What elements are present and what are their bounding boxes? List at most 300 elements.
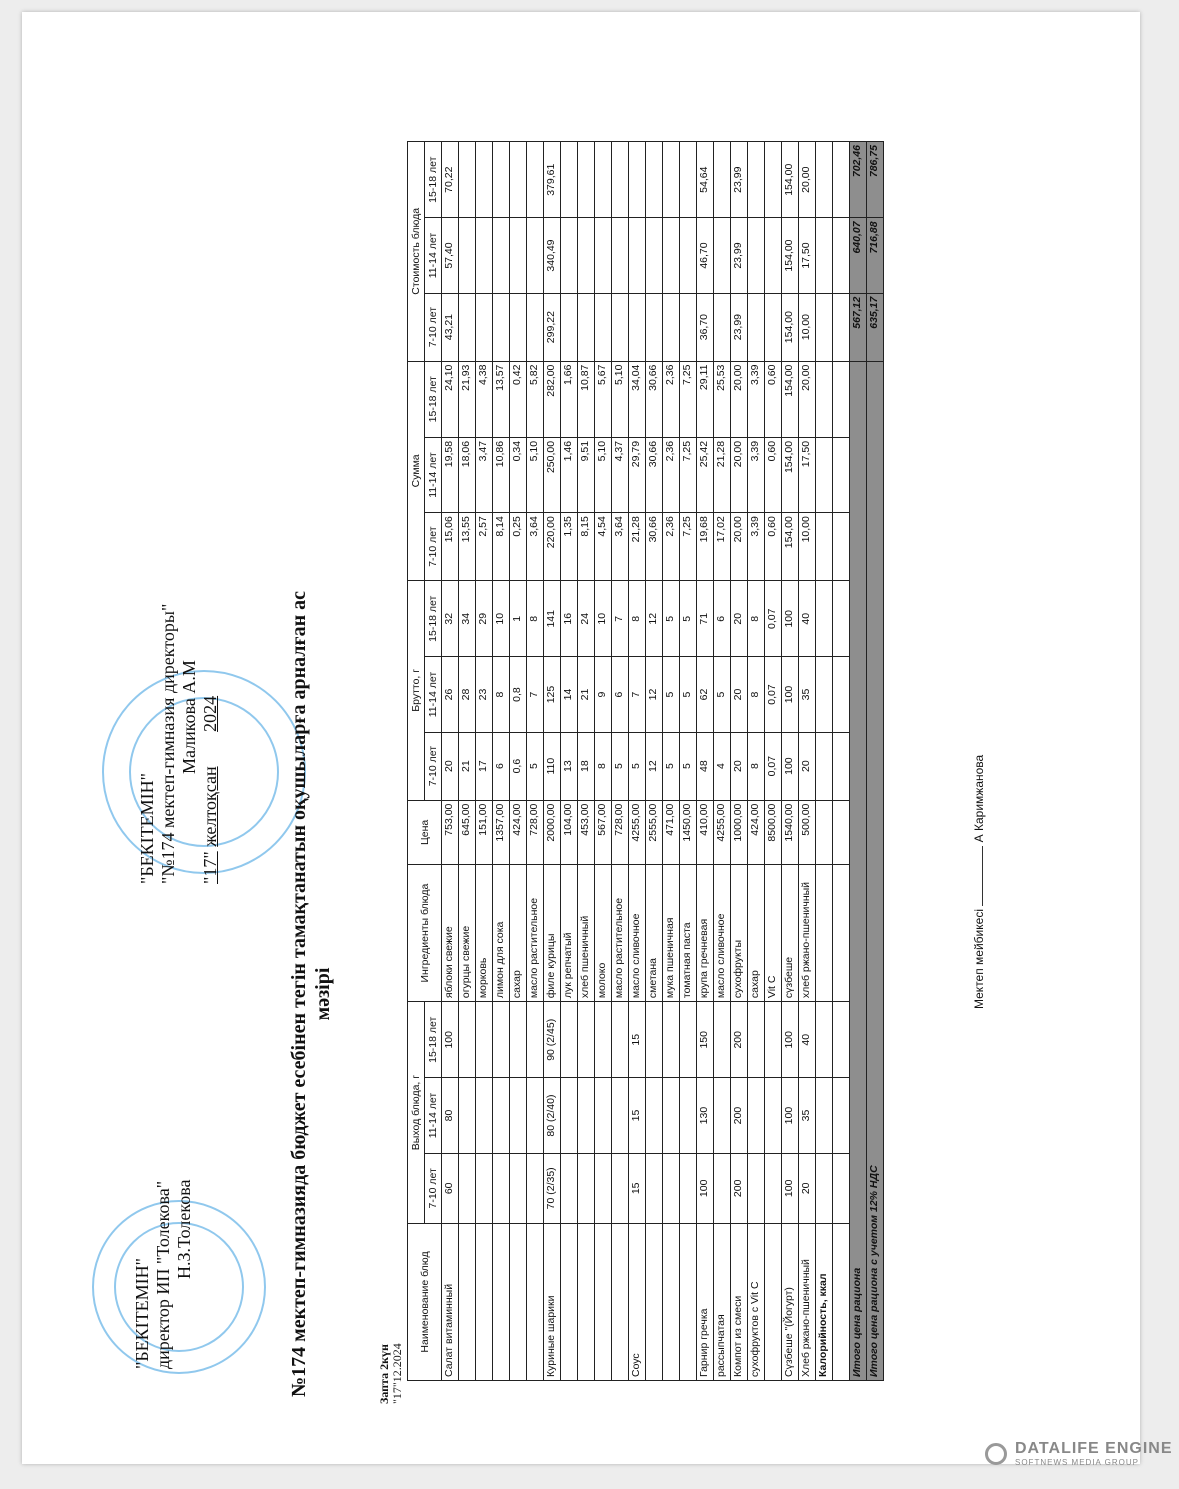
output-cell: 200: [731, 1078, 748, 1153]
ingredient-cell: молоко: [595, 865, 612, 1002]
dish-cell: Гарнир гречка: [697, 1224, 714, 1381]
footer-label: Мектеп мейбикесі: [972, 909, 986, 1009]
empty-cell: [833, 1078, 850, 1153]
cost-cell: 10,00: [799, 293, 816, 361]
total-label: Итого цена рациона с учетом 12% НДС: [867, 361, 884, 1380]
ingredient-cell: сахар: [748, 865, 765, 1002]
dish-cell: [578, 1224, 595, 1381]
output-cell: [561, 1153, 578, 1223]
sum-cell: 5,67: [595, 361, 612, 437]
sum-cell: 154,00: [782, 437, 799, 512]
header-sum: Сумма: [408, 361, 425, 581]
sum-cell: 29,11: [697, 361, 714, 437]
output-cell: 15: [629, 1153, 646, 1223]
output-cell: 40: [799, 1002, 816, 1078]
table-row: [510, 142, 527, 1381]
cost-cell: [629, 142, 646, 218]
dish-cell: [680, 1224, 697, 1381]
ingredient-cell: масло сливочное: [629, 865, 646, 1002]
total-row: [850, 142, 867, 1381]
empty-cell: [833, 865, 850, 1002]
brutto-cell: 28: [459, 657, 476, 732]
output-cell: [578, 1153, 595, 1223]
empty-cell: [833, 800, 850, 865]
price-cell: 1450,00: [680, 800, 697, 865]
cost-cell: [493, 142, 510, 218]
brutto-cell: 12: [646, 657, 663, 732]
price-cell: 8500,00: [765, 800, 782, 865]
brutto-cell: 5: [680, 581, 697, 657]
header-age: 15-18 лет: [425, 1002, 442, 1078]
brutto-cell: 24: [578, 581, 595, 657]
cost-cell: [510, 218, 527, 293]
sum-cell: 29,79: [629, 437, 646, 512]
header-age: 11-14 лет: [425, 1078, 442, 1153]
sum-cell: 17,50: [799, 437, 816, 512]
output-cell: 90 (2/45): [544, 1002, 561, 1078]
cost-cell: [663, 293, 680, 361]
header-brutto: Брутто, г: [408, 581, 425, 801]
empty-cell: [816, 1002, 833, 1078]
approval-year: 2024: [200, 695, 220, 732]
output-cell: [493, 1078, 510, 1153]
cost-cell: 154,00: [782, 218, 799, 293]
brutto-cell: 12: [646, 732, 663, 800]
output-cell: [612, 1153, 629, 1223]
header-age: 7-10 лет: [425, 732, 442, 800]
menu-table: [407, 141, 884, 1381]
price-cell: 567,00: [595, 800, 612, 865]
menu-date: "17"12.2024: [390, 1343, 404, 1404]
brutto-cell: 6: [493, 732, 510, 800]
sum-cell: 5,10: [595, 437, 612, 512]
brutto-cell: 110: [544, 732, 561, 800]
sum-cell: 20,00: [731, 437, 748, 512]
empty-cell: [816, 361, 833, 437]
brutto-cell: 10: [493, 581, 510, 657]
approval-day: "17": [200, 851, 220, 884]
sum-cell: 30,66: [646, 513, 663, 581]
brutto-cell: 4: [714, 732, 731, 800]
cost-cell: [476, 218, 493, 293]
ingredient-cell: хлеб пшеничный: [578, 865, 595, 1002]
header-age: 11-14 лет: [425, 218, 442, 293]
table-row: [629, 142, 646, 1381]
price-cell: 4255,00: [714, 800, 731, 865]
sum-cell: 3,39: [748, 437, 765, 512]
brutto-cell: 21: [459, 732, 476, 800]
approval-left-name: Н.З.Толекова: [174, 1179, 194, 1279]
ingredient-cell: томатная паста: [680, 865, 697, 1002]
header-age: 15-18 лет: [425, 581, 442, 657]
brutto-cell: 20: [731, 732, 748, 800]
brutto-cell: 21: [578, 657, 595, 732]
sum-cell: 30,66: [646, 361, 663, 437]
empty-cell: [816, 732, 833, 800]
approval-block-left: [132, 1180, 195, 1369]
watermark-title: DATALIFE ENGINE: [1015, 1440, 1173, 1457]
brutto-cell: 20: [799, 732, 816, 800]
dish-cell: Компот из смеси: [731, 1224, 748, 1381]
brutto-cell: 35: [799, 657, 816, 732]
sum-cell: 2,36: [663, 437, 680, 512]
brutto-cell: 32: [442, 581, 459, 657]
dish-cell: [595, 1224, 612, 1381]
cost-cell: [646, 218, 663, 293]
cost-cell: [748, 293, 765, 361]
brutto-cell: 29: [476, 581, 493, 657]
sum-cell: 8,15: [578, 513, 595, 581]
ingredient-cell: сүзбеше: [782, 865, 799, 1002]
cost-cell: [527, 218, 544, 293]
output-cell: [765, 1078, 782, 1153]
cost-cell: [612, 142, 629, 218]
sum-cell: 1,35: [561, 513, 578, 581]
cost-cell: [595, 293, 612, 361]
sum-cell: 13,55: [459, 513, 476, 581]
header-output: Выход блюда, г: [408, 1002, 425, 1224]
cost-cell: 154,00: [782, 142, 799, 218]
ingredient-cell: морковь: [476, 865, 493, 1002]
brutto-cell: 48: [697, 732, 714, 800]
output-cell: [680, 1002, 697, 1078]
empty-cell: [833, 1002, 850, 1078]
header-age: 15-18 лет: [425, 361, 442, 437]
brutto-cell: 141: [544, 581, 561, 657]
sum-cell: 250,00: [544, 437, 561, 512]
cost-cell: [629, 218, 646, 293]
output-cell: [646, 1153, 663, 1223]
brutto-cell: 5: [527, 732, 544, 800]
brutto-cell: 8: [629, 581, 646, 657]
brutto-cell: 23: [476, 657, 493, 732]
brutto-cell: 12: [646, 581, 663, 657]
output-cell: [748, 1078, 765, 1153]
brutto-cell: 9: [595, 657, 612, 732]
header-age: 7-10 лет: [425, 293, 442, 361]
output-cell: 80 (2/40): [544, 1078, 561, 1153]
price-cell: 753,00: [442, 800, 459, 865]
price-cell: 104,00: [561, 800, 578, 865]
table-row: [442, 142, 459, 1381]
sum-cell: 3,39: [748, 513, 765, 581]
brutto-cell: 125: [544, 657, 561, 732]
sum-cell: 0,60: [765, 437, 782, 512]
sum-cell: 9,51: [578, 437, 595, 512]
calories-row: [816, 142, 833, 1381]
empty-cell: [816, 1078, 833, 1153]
cost-cell: [476, 142, 493, 218]
cost-cell: [680, 142, 697, 218]
sum-cell: 7,25: [680, 513, 697, 581]
ingredient-cell: сухофрукты: [731, 865, 748, 1002]
dish-cell: сухофруктов с Vit C: [748, 1224, 765, 1381]
sum-cell: 2,36: [663, 513, 680, 581]
cost-cell: [510, 142, 527, 218]
cost-cell: [680, 293, 697, 361]
sum-cell: 0,60: [765, 513, 782, 581]
total-label: Итого цена рациона: [850, 361, 867, 1380]
dish-cell: [646, 1224, 663, 1381]
output-cell: 35: [799, 1078, 816, 1153]
ingredient-cell: масло сливочное: [714, 865, 731, 1002]
table-row: [612, 142, 629, 1381]
brutto-cell: 20: [731, 657, 748, 732]
watermark: [985, 1440, 1173, 1467]
dish-cell: [663, 1224, 680, 1381]
dish-cell: [612, 1224, 629, 1381]
ingredient-cell: огурцы свежие: [459, 865, 476, 1002]
total-cost-cell: 702,46: [850, 142, 867, 218]
ingredient-cell: крупа гречневая: [697, 865, 714, 1002]
cost-cell: [510, 293, 527, 361]
brutto-cell: 100: [782, 732, 799, 800]
cost-cell: [765, 293, 782, 361]
sum-cell: 25,42: [697, 437, 714, 512]
output-cell: [527, 1002, 544, 1078]
sum-cell: 5,82: [527, 361, 544, 437]
price-cell: 410,00: [697, 800, 714, 865]
output-cell: [765, 1002, 782, 1078]
header-age: 7-10 лет: [425, 513, 442, 581]
table-row: [527, 142, 544, 1381]
output-cell: [765, 1153, 782, 1223]
calories-label: Калорийность, ккал: [816, 1224, 833, 1381]
sum-cell: 4,38: [476, 361, 493, 437]
sum-cell: 7,25: [680, 361, 697, 437]
total-cost-cell: 635,17: [867, 293, 884, 361]
header-cost: Стоимость блюда: [408, 142, 425, 362]
table-row: [680, 142, 697, 1381]
table-row: [578, 142, 595, 1381]
cost-cell: [493, 218, 510, 293]
sum-cell: 19,68: [697, 513, 714, 581]
brutto-cell: 5: [680, 657, 697, 732]
price-cell: 2000,00: [544, 800, 561, 865]
output-cell: 15: [629, 1078, 646, 1153]
cost-cell: [765, 218, 782, 293]
cost-cell: [612, 218, 629, 293]
header-ingredients: Ингредиенты блюда: [408, 865, 442, 1002]
output-cell: [595, 1153, 612, 1223]
output-cell: [646, 1002, 663, 1078]
cost-cell: [476, 293, 493, 361]
table-row: [799, 142, 816, 1381]
empty-cell: [816, 657, 833, 732]
sum-cell: 0,60: [765, 361, 782, 437]
empty-cell: [833, 1153, 850, 1223]
output-cell: [459, 1078, 476, 1153]
page-title: №174 мектеп-гимназияда бюджет есебінен тегін тамақтанатын оқушыларға арналған ас мәзірі: [288, 591, 334, 1398]
brutto-cell: 8: [748, 732, 765, 800]
cost-cell: [629, 293, 646, 361]
sum-cell: 1,66: [561, 361, 578, 437]
empty-cell: [833, 361, 850, 437]
sum-cell: 2,57: [476, 513, 493, 581]
cost-cell: [748, 218, 765, 293]
output-cell: 60: [442, 1153, 459, 1223]
watermark-subtitle: SOFTNEWS MEDIA GROUP: [1015, 1458, 1140, 1467]
dish-cell: рассыпчатая: [714, 1224, 731, 1381]
output-cell: [510, 1153, 527, 1223]
cost-cell: 23,99: [731, 142, 748, 218]
brutto-cell: 7: [612, 581, 629, 657]
table-row: [561, 142, 578, 1381]
cost-cell: 36,70: [697, 293, 714, 361]
sum-cell: 220,00: [544, 513, 561, 581]
approval-block-right: [137, 604, 221, 884]
price-cell: 2555,00: [646, 800, 663, 865]
output-cell: [459, 1153, 476, 1223]
brutto-cell: 8: [493, 657, 510, 732]
dish-cell: Куриные шарики: [544, 1224, 561, 1381]
dish-cell: Сүзбеше "(Йогурт): [782, 1224, 799, 1381]
price-cell: 471,00: [663, 800, 680, 865]
sum-cell: 154,00: [782, 361, 799, 437]
brutto-cell: 16: [561, 581, 578, 657]
rotated-page-content: [22, 12, 1140, 1464]
output-cell: 130: [697, 1078, 714, 1153]
table-row: [544, 142, 561, 1381]
price-cell: 424,00: [510, 800, 527, 865]
output-cell: [663, 1002, 680, 1078]
sum-cell: 0,42: [510, 361, 527, 437]
cost-cell: [646, 142, 663, 218]
output-cell: [510, 1078, 527, 1153]
cost-cell: 54,64: [697, 142, 714, 218]
empty-cell: [833, 437, 850, 512]
empty-cell: [833, 293, 850, 361]
output-cell: 150: [697, 1002, 714, 1078]
empty-cell: [833, 657, 850, 732]
sum-cell: 19,58: [442, 437, 459, 512]
empty-cell: [816, 865, 833, 1002]
sum-cell: 0,34: [510, 437, 527, 512]
price-cell: 1000,00: [731, 800, 748, 865]
dish-cell: [561, 1224, 578, 1381]
cost-cell: 20,00: [799, 142, 816, 218]
dish-cell: Хлеб ржано-пшеничный: [799, 1224, 816, 1381]
output-cell: [578, 1002, 595, 1078]
approval-left-position: директор ИП "Толекова": [153, 1180, 173, 1369]
footer-signature: [972, 755, 986, 1009]
cost-cell: [527, 142, 544, 218]
approval-right-title: "БЕКІТЕМІН": [137, 772, 157, 884]
sum-cell: 3,39: [748, 361, 765, 437]
cost-cell: [459, 218, 476, 293]
sum-cell: 34,04: [629, 361, 646, 437]
sum-cell: 4,54: [595, 513, 612, 581]
output-cell: 100: [697, 1153, 714, 1223]
price-cell: 500,00: [799, 800, 816, 865]
cost-cell: 43,21: [442, 293, 459, 361]
sum-cell: 7,25: [680, 437, 697, 512]
cost-cell: 46,70: [697, 218, 714, 293]
brutto-cell: 71: [697, 581, 714, 657]
document-page: [22, 12, 1140, 1464]
header-dish-name: Наименование блюд: [408, 1224, 442, 1381]
cost-cell: [578, 218, 595, 293]
sum-cell: 15,06: [442, 513, 459, 581]
output-cell: 100: [782, 1078, 799, 1153]
price-cell: 4255,00: [629, 800, 646, 865]
ingredient-cell: лимон для сока: [493, 865, 510, 1002]
price-cell: 728,00: [527, 800, 544, 865]
output-cell: [476, 1153, 493, 1223]
sum-cell: 18,06: [459, 437, 476, 512]
output-cell: [714, 1153, 731, 1223]
sum-cell: 5,10: [612, 361, 629, 437]
table-row: [476, 142, 493, 1381]
sum-cell: 21,93: [459, 361, 476, 437]
table-row: [714, 142, 731, 1381]
header-age: 15-18 лет: [425, 142, 442, 218]
cost-cell: [493, 293, 510, 361]
brutto-cell: 5: [680, 732, 697, 800]
empty-cell: [833, 218, 850, 293]
brutto-cell: 0,07: [765, 581, 782, 657]
sum-cell: 2,36: [663, 361, 680, 437]
output-cell: 80: [442, 1078, 459, 1153]
cost-cell: [646, 293, 663, 361]
table-row: [646, 142, 663, 1381]
empty-cell: [816, 218, 833, 293]
output-cell: [595, 1078, 612, 1153]
brutto-cell: 5: [714, 657, 731, 732]
output-cell: 70 (2/35): [544, 1153, 561, 1223]
ingredient-cell: мука пшеничная: [663, 865, 680, 1002]
total-cost-cell: 786,75: [867, 142, 884, 218]
brutto-cell: 62: [697, 657, 714, 732]
sum-cell: 20,00: [731, 361, 748, 437]
sum-cell: 30,66: [646, 437, 663, 512]
cost-cell: [612, 293, 629, 361]
table-row: [595, 142, 612, 1381]
cost-cell: [595, 142, 612, 218]
ingredient-cell: масло растительное: [612, 865, 629, 1002]
output-cell: [510, 1002, 527, 1078]
output-cell: 20: [799, 1153, 816, 1223]
approval-right-position: "№174 мектеп-гимназия директоры": [158, 603, 178, 884]
cost-cell: [748, 142, 765, 218]
ingredient-cell: филе курицы: [544, 865, 561, 1002]
dish-cell: [493, 1224, 510, 1381]
table-row: [697, 142, 714, 1381]
sum-cell: 24,10: [442, 361, 459, 437]
brutto-cell: 0,6: [510, 732, 527, 800]
brutto-cell: 100: [782, 581, 799, 657]
cost-cell: [578, 293, 595, 361]
empty-cell: [833, 732, 850, 800]
output-cell: [748, 1153, 765, 1223]
brutto-cell: 0,8: [510, 657, 527, 732]
brutto-cell: 40: [799, 581, 816, 657]
ingredient-cell: Vit C: [765, 865, 782, 1002]
header-age: 11-14 лет: [425, 437, 442, 512]
cost-cell: 379,61: [544, 142, 561, 218]
cost-cell: 23,99: [731, 218, 748, 293]
watermark-logo-icon: [985, 1443, 1007, 1465]
cost-cell: [578, 142, 595, 218]
ingredient-cell: яблоки свежие: [442, 865, 459, 1002]
footer-name: А Каримжанова: [972, 754, 986, 843]
output-cell: [663, 1153, 680, 1223]
dish-cell: [527, 1224, 544, 1381]
output-cell: 100: [782, 1002, 799, 1078]
output-cell: [459, 1002, 476, 1078]
brutto-cell: 8: [748, 657, 765, 732]
sum-cell: 10,87: [578, 361, 595, 437]
